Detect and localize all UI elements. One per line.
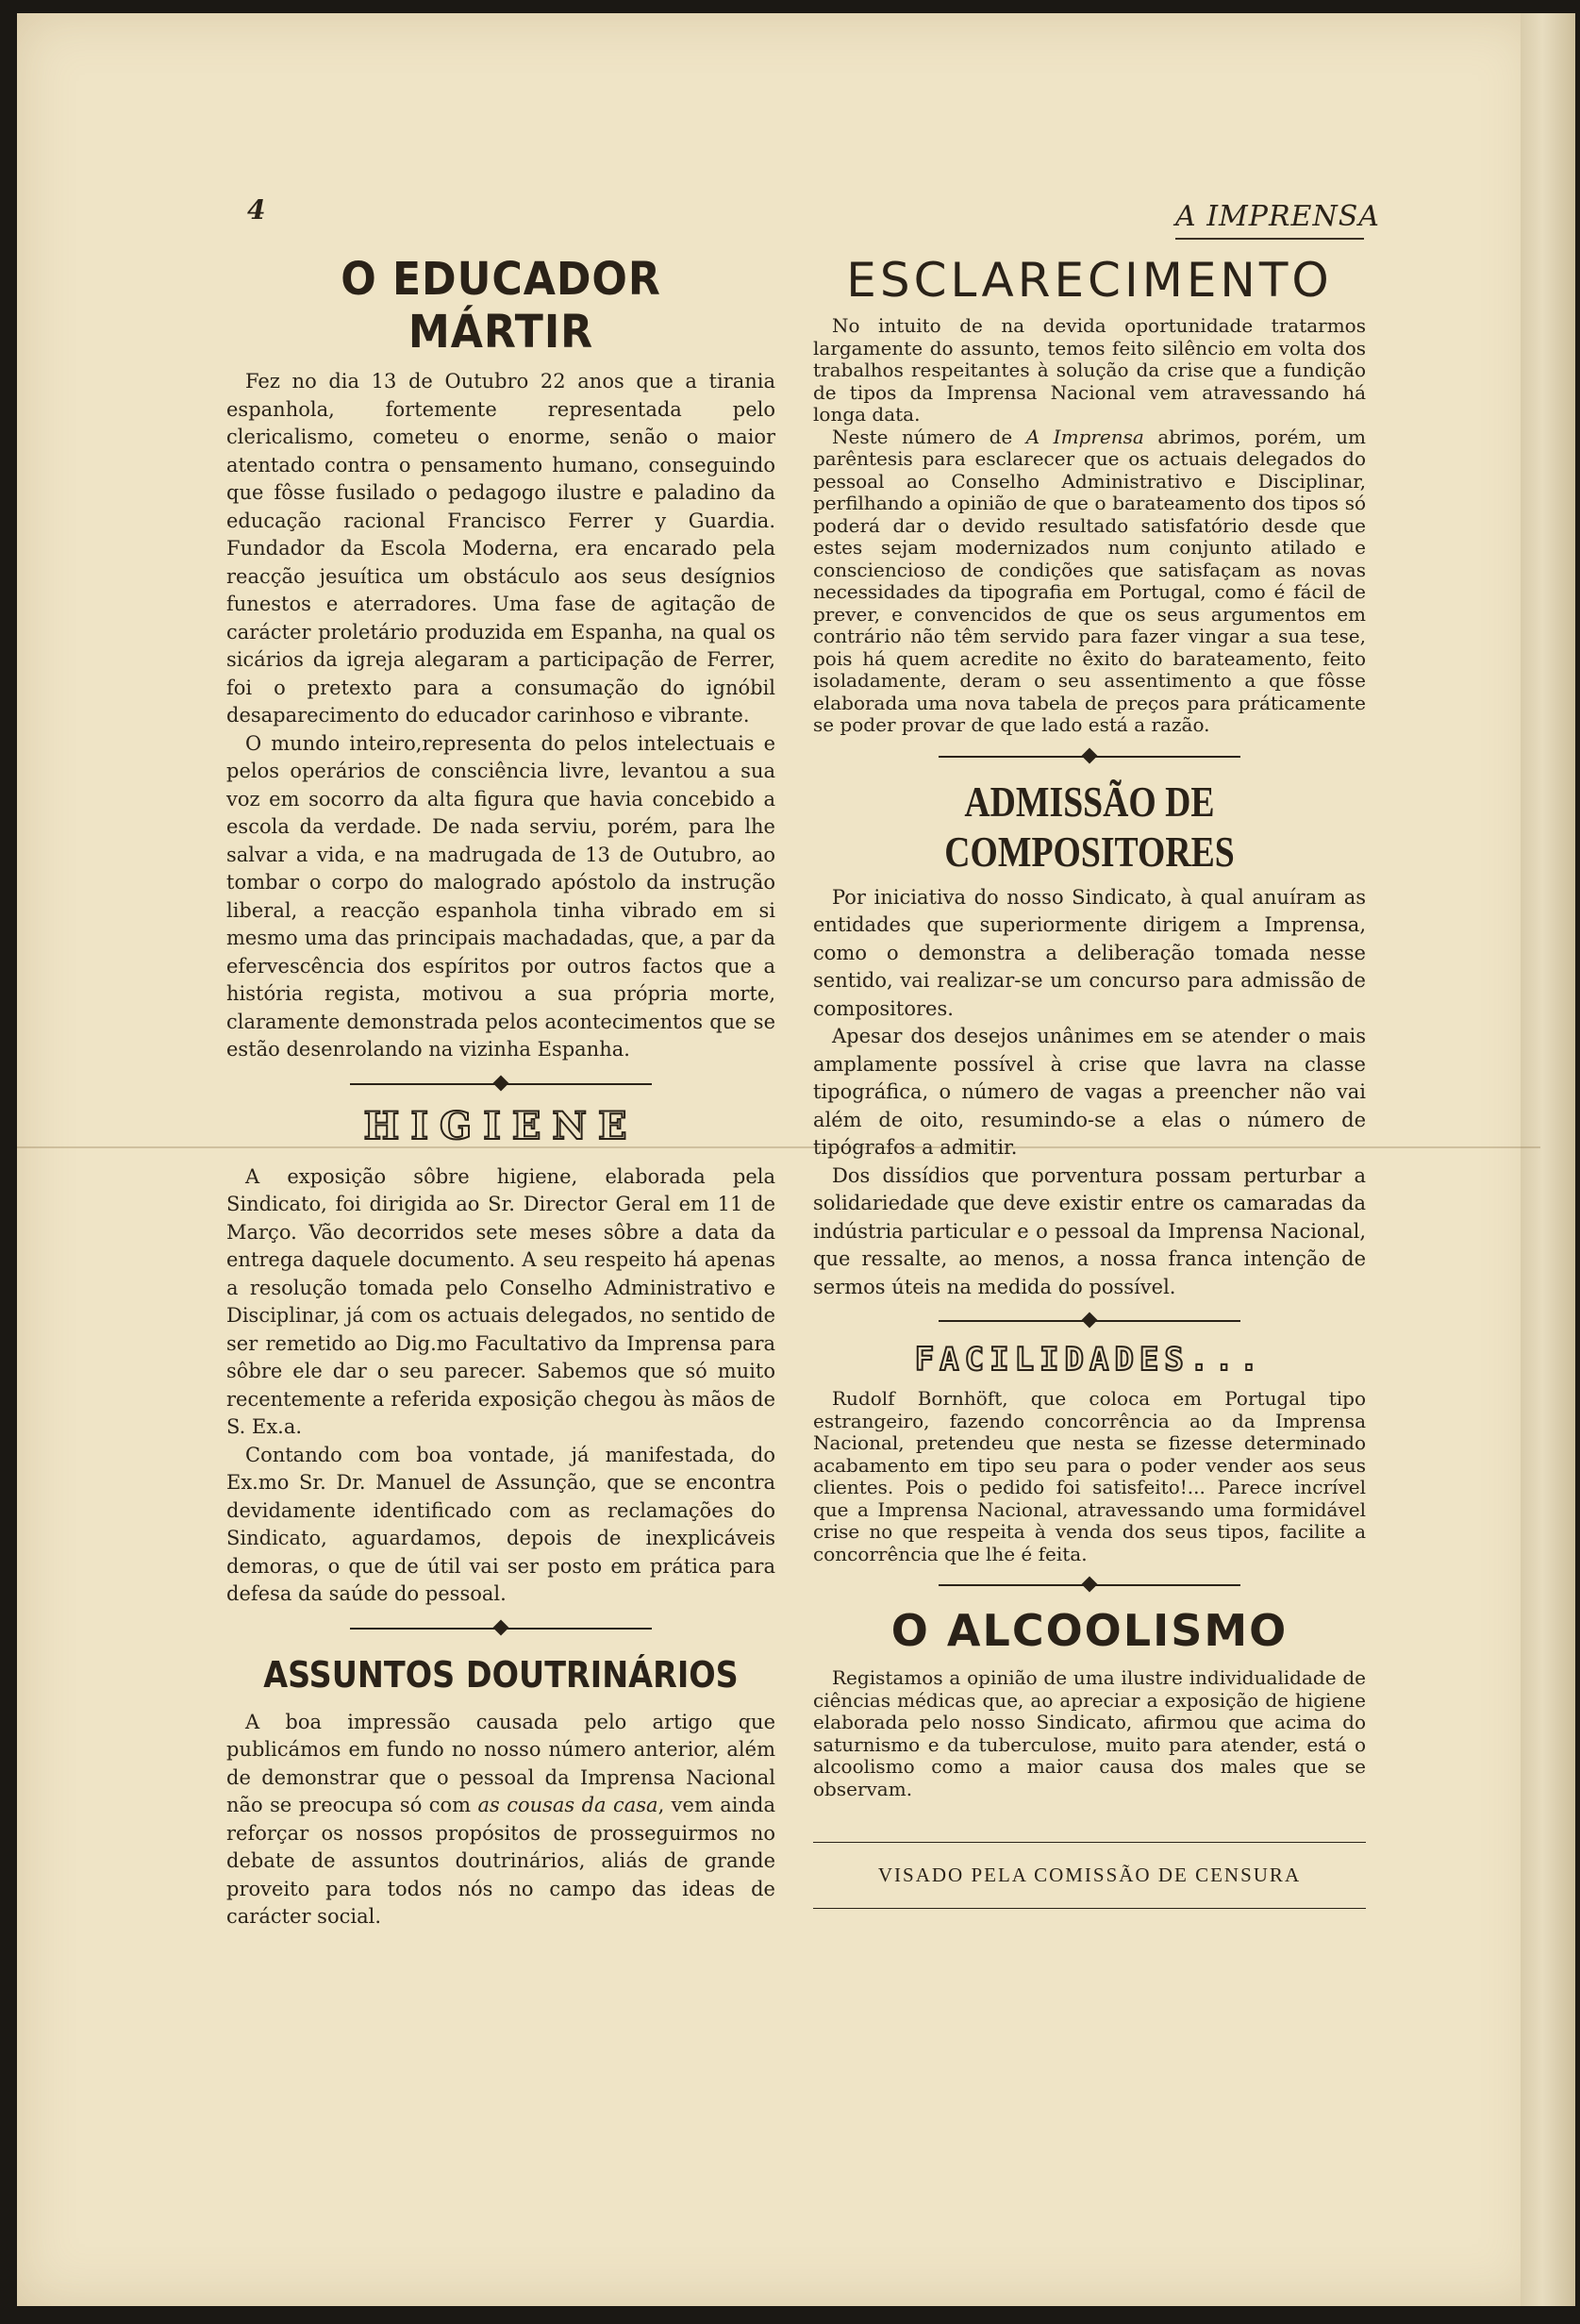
article-title: ESCLARECIMENTO [846,253,1333,308]
article-paragraph: A exposição sôbre higiene, elaborada pela Sindicato, foi dirigida ao Sr. Director Geral em 11 de Março. Vão decorridos sete meses sôbre a data da entrega daquele documento. A seu respeito há apenas a resolução tomada pelo Conselho Administrativo e Disciplinar, já com os actuais delegados, no sentido de ser remetido ao Dig.mo Facultativo da Imprensa para sôbre ele dar o seu parecer. Sabemos que só muito recentemente a referida exposição chegou às mãos de S. Ex.a. [226,1164,775,1438]
page-number: 4 [247,194,266,226]
article-paragraph [226,1709,775,1931]
article-paragraph: Registamos a opinião de uma ilustre individualidade de ciências médicas que, ao apreciar a exposição de higiene elaborada pelo nosso Sindicato, afirmou que acima do saturnismo e da tuberculose, muito para atender, está o alcoolismo como a maior causa dos males que se observam. [813,1666,1366,1800]
article-admissao-compositores [813,777,1366,1302]
article-title: ADMISSÃO DE COMPOSITORES [944,777,1235,876]
article-title: O ALCOOLISMO [890,1605,1289,1656]
article-title: O EDUCADOR MÁRTIR [341,253,661,359]
page-fold-edge [1521,13,1575,2306]
text-run: Neste número de [832,425,1026,448]
article-assuntos-doutrinarios [226,1654,775,1931]
right-column [813,253,1366,1909]
article-paragraph: Apesar dos desejos unânimes em se atender o mais amplamente possível à crise que lavra na classe tipográfica, o número de vagas a preencher não vai além de oito, resumindo-se a elas o número de tipógrafos a admitir. [813,1025,1366,1159]
italic-phrase: A Imprensa [1025,425,1144,448]
article-paragraph: O mundo inteiro,representa do pelos intelectuais e pelos operários de consciência livre, levantou a sua voz em socorro da alta figura que havia concebido a escola da verdade. De nada serviu, porém, para lhe salvar a vida, e na madrugada de 13 de Outubro, ao tombar o corpo do malogrado apóstolo da instrução liberal, a reacção espanhola tinha vibrado em si mesmo uma das principais machadadas, que, a par da efervescência dos espíritos por outros factos que a história regista, motivou a sua própria morte, claramente demonstrada pelos acontecimentos que se estão desenrolando na vizinha Espanha. [226,731,775,1061]
censor-rule-bottom [813,1908,1366,1909]
section-divider [350,1074,652,1095]
section-divider [939,1575,1240,1596]
article-alcoolismo [813,1605,1366,1800]
text-run: , vem ainda reforçar os nossos propósitos de prosseguirmos no debate de assuntos doutrinários, aliás de grande proveito para todos nós no campo das ideas de carácter social. [226,1794,775,1928]
article-title: FACILIDADES... [914,1341,1265,1379]
article-paragraph: Fez no dia 13 de Outubro 22 anos que a tirania espanhola, fortemente representada pelo clericalismo, cometeu o enorme, senão o maior atentado contra o pensamento humano, conseguindo que fôsse fusilado o pedagogo ilustre e paladino da educação racional Francisco Ferrer y Guardia. Fundador da Escola Moderna, era encarado pela reacção jesuítica um obstáculo aos seus desígnios funestos e aterradores. Uma fase de agitação de carácter proletário produzida em Espanha, na qual os sicários da igreja alegaram a participação de Ferrer, foi o pretexto para a consumação do ignóbil desaparecimento do educador carinhoso e vibrante. [226,370,775,727]
text-run: A boa impressão causada pelo artigo que publicámos em fundo no nosso número anterior, além de demonstrar que o pessoal da Imprensa Nacional não se preocupa só com [226,1710,775,1816]
article-educador-martir [226,253,775,1064]
article-paragraph [813,426,1366,737]
running-title: A IMPRENSA [1175,200,1380,233]
article-esclarecimento [813,253,1366,737]
section-divider [350,1618,652,1639]
running-title-rule [1175,238,1364,240]
article-paragraph: Dos dissídios que porventura possam perturbar a solidariedade que deve existir entre os camaradas da indústria particular e o pessoal da Imprensa Nacional, que ressalte, ao menos, a nossa franca intenção de sermos úteis na medida do possível. [813,1163,1366,1298]
section-divider [939,746,1240,767]
left-column [226,253,775,1931]
article-paragraph: No intuito de na devida oportunidade tratarmos largamente do assunto, temos feito silêncio em volta dos trabalhos respeitantes à solução da crise que a fundição de tipos da Imprensa Nacional vem atravessando há longa data. [813,314,1366,426]
italic-phrase: as cousas da casa [477,1794,658,1816]
article-title: HIGIENE [363,1103,639,1148]
article-title: ASSUNTOS DOUTRINÁRIOS [263,1653,739,1696]
article-higiene [226,1104,775,1609]
article-paragraph: Rudolf Bornhöft, que coloca em Portugal tipo estrangeiro, fazendo concorrência ao da Imprensa Nacional, pretendeu que nesta se fizesse determinado acabamento em tipo seu para o poder vender aos seus clientes. Pois o pedido foi satisfeito!... Parece incrível que a Imprensa Nacional, atravessando uma formidável crise no que respeita à venda dos seus tipos, facilite a concorrência que lhe é feita. [813,1387,1366,1565]
censorship-notice: VISADO PELA COMISSÃO DE CENSURA [877,1864,1302,1886]
text-run: abrimos, porém, um parêntesis para esclarecer que os actuais delegados do pessoal ao Conselho Administrativo e Disciplinar, perfilhando a opinião de que o barateamento dos tipos só poderá dar o devido resultado satisfatório desde que estes sejam modernizados num conjunto atilado e consciencioso de condições que satisfaçam as novas necessidades da tipografia em Portugal, como é fácil de prever, e convencidos de que os seus argumentos em contrário não têm servido para fazer vingar a sua tese, pois há quem acredite no êxito do barateamento, feito isoladamente, deram o seu assentimento a que fôsse elaborada uma nova tabela de preços para práticamente se poder provar de que lado está a razão. [813,425,1367,736]
section-divider [939,1311,1240,1331]
article-paragraph: Contando com boa vontade, já manifestada, do Ex.mo Sr. Dr. Manuel de Assunção, que se encontra devidamente identificado com as reclamações do Sindicato, aguardamos, depois de inexplicáveis demoras, o que de útil vai ser posto em prática para defesa da saúde do pessoal. [226,1443,775,1605]
article-facilidades [813,1341,1366,1565]
article-paragraph: Por iniciativa do nosso Sindicato, à qual anuíram as entidades que superiormente dirigem a Imprensa, como o demonstra a deliberação tomada nesse sentido, vai realizar-se um concurso para admissão de compositores. [813,885,1366,1020]
